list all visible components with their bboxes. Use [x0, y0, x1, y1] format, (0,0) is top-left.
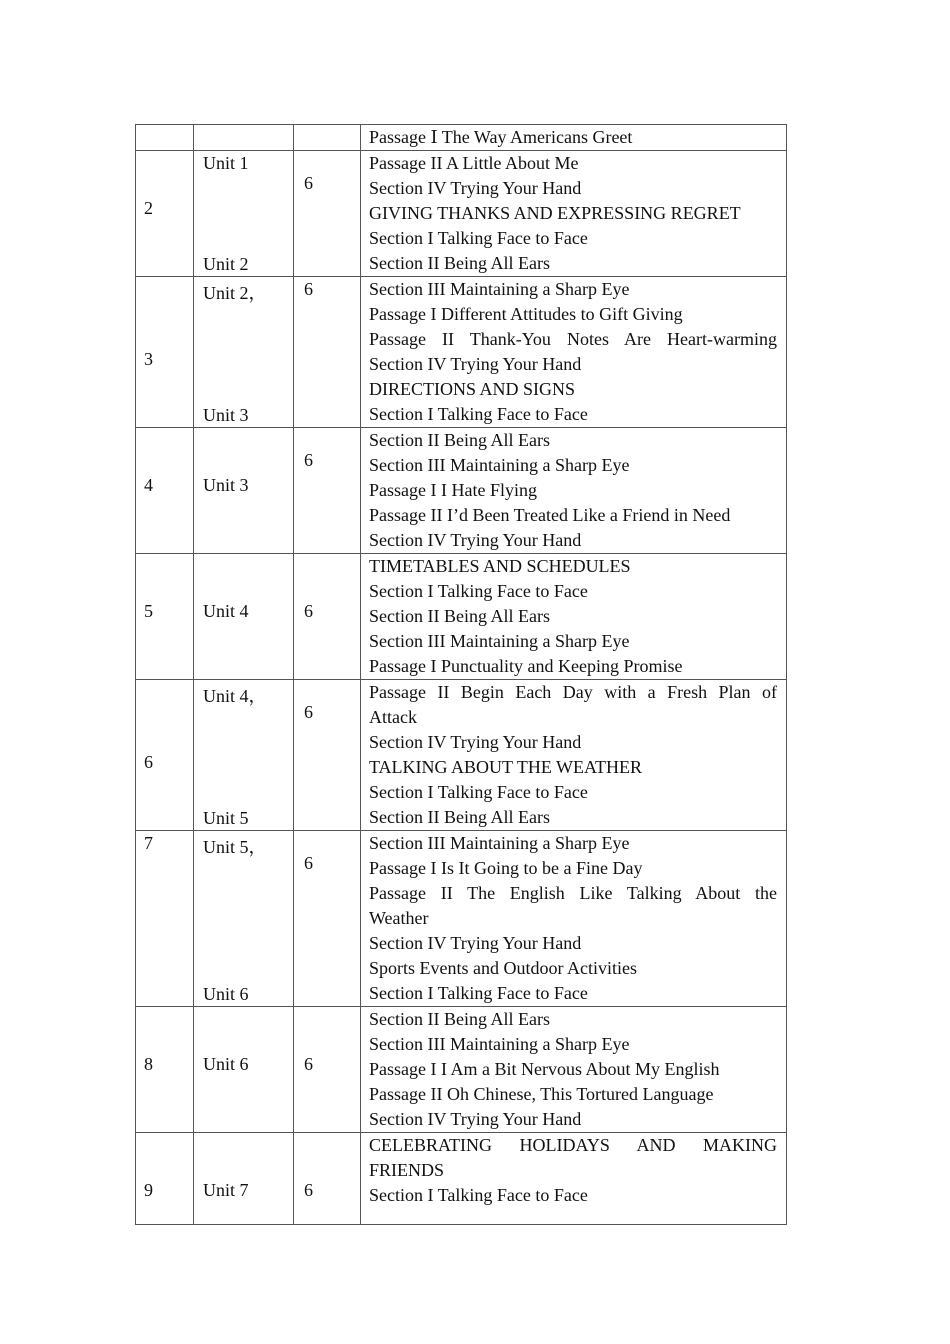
- unit-label: Unit 3: [203, 475, 249, 495]
- content-line: Section IV Trying Your Hand: [369, 178, 582, 198]
- hours-cell: [294, 831, 361, 1007]
- hours-value: 6: [304, 1180, 313, 1200]
- content-line: Section I Talking Face to Face: [369, 782, 588, 802]
- unit-cell: [194, 151, 294, 277]
- content-cell: [361, 125, 787, 151]
- content-line: Section IV Trying Your Hand: [369, 732, 582, 752]
- hours-value: 6: [304, 279, 313, 299]
- hours-cell: [294, 1133, 361, 1225]
- content-line: Passage I I Hate Flying: [369, 480, 537, 500]
- table-row: [136, 428, 787, 554]
- content-line: CELEBRATING HOLIDAYS AND MAKING: [369, 1135, 777, 1155]
- table-row: [136, 151, 787, 277]
- content-line: Section I Talking Face to Face: [369, 404, 588, 424]
- week-number: 7: [144, 833, 153, 853]
- content-line: Section III Maintaining a Sharp Eye: [369, 631, 630, 651]
- week-cell: [136, 428, 194, 554]
- unit-cell: [194, 125, 294, 151]
- unit-label: Unit 6: [203, 1054, 249, 1074]
- week-cell: [136, 831, 194, 1007]
- unit-cell: [194, 428, 294, 554]
- hours-cell: [294, 277, 361, 428]
- content-line: Section III Maintaining a Sharp Eye: [369, 455, 630, 475]
- content-line: Section I Talking Face to Face: [369, 983, 588, 1003]
- content-line: Passage II I’d Been Treated Like a Friend in Need: [369, 505, 731, 525]
- unit-cell: [194, 1007, 294, 1133]
- unit-cell: [194, 1133, 294, 1225]
- unit-cell: [194, 680, 294, 831]
- content-line: Section IV Trying Your Hand: [369, 354, 582, 374]
- content-line: Passage I I Am a Bit Nervous About My English: [369, 1059, 720, 1079]
- content-line: Section III Maintaining a Sharp Eye: [369, 833, 630, 853]
- content-line: Section II Being All Ears: [369, 430, 550, 450]
- unit-label-end: Unit 6: [203, 984, 249, 1004]
- content-line: FRIENDS: [369, 1160, 445, 1180]
- schedule-table: [135, 124, 787, 1225]
- content-cell: [361, 428, 787, 554]
- unit-label-start: Unit 2，: [203, 283, 267, 303]
- content-line: Section II Being All Ears: [369, 606, 550, 626]
- content-line: Section III Maintaining a Sharp Eye: [369, 279, 630, 299]
- content-line: Section II Being All Ears: [369, 253, 550, 273]
- week-cell: [136, 1007, 194, 1133]
- unit-label-start: Unit 1: [203, 153, 249, 173]
- content-cell: [361, 554, 787, 680]
- content-cell: [361, 277, 787, 428]
- week-cell: [136, 554, 194, 680]
- content-cell: [361, 1133, 787, 1225]
- unit-label-end: Unit 5: [203, 808, 249, 828]
- table-row: [136, 831, 787, 1007]
- table-row: [136, 554, 787, 680]
- content-line: Section IV Trying Your Hand: [369, 933, 582, 953]
- table-row: [136, 125, 787, 151]
- unit-label-start: Unit 4，: [203, 686, 267, 706]
- hours-value: 6: [304, 1054, 313, 1074]
- content-line: Passage II A Little About Me: [369, 153, 579, 173]
- unit-label: Unit 4: [203, 601, 249, 621]
- content-line: Passage II Thank-You Notes Are Heart-warming: [369, 329, 777, 349]
- content-line: DIRECTIONS AND SIGNS: [369, 379, 576, 399]
- content-line: Section I Talking Face to Face: [369, 228, 588, 248]
- content-line: TIMETABLES AND SCHEDULES: [369, 556, 631, 576]
- content-cell: [361, 151, 787, 277]
- content-cell: [361, 680, 787, 831]
- content-line: Passage II The English Like Talking About the: [369, 883, 777, 903]
- unit-cell: [194, 277, 294, 428]
- week-number: 9: [144, 1180, 153, 1200]
- content-line: GIVING THANKS AND EXPRESSING REGRET: [369, 203, 741, 223]
- hours-cell: [294, 428, 361, 554]
- content-cell: [361, 831, 787, 1007]
- content-line: Passage Ⅰ The Way Americans Greet: [369, 127, 633, 147]
- hours-value: 6: [304, 450, 313, 470]
- week-number: 3: [144, 349, 153, 369]
- hours-cell: [294, 125, 361, 151]
- content-line: Section I Talking Face to Face: [369, 581, 588, 601]
- week-number: 5: [144, 601, 153, 621]
- content-line: Section II Being All Ears: [369, 1009, 550, 1029]
- unit-label: Unit 7: [203, 1180, 249, 1200]
- unit-cell: [194, 831, 294, 1007]
- hours-cell: [294, 554, 361, 680]
- unit-cell: [194, 554, 294, 680]
- hours-value: 6: [304, 173, 313, 193]
- table-row: [136, 680, 787, 831]
- week-cell: [136, 277, 194, 428]
- content-line: Section IV Trying Your Hand: [369, 530, 582, 550]
- unit-label-end: Unit 2: [203, 254, 249, 274]
- content-line: Passage II Begin Each Day with a Fresh Plan of: [369, 682, 777, 702]
- content-line: Passage I Different Attitudes to Gift Giving: [369, 304, 683, 324]
- content-line: Section I Talking Face to Face: [369, 1185, 588, 1205]
- content-line: Attack: [369, 707, 417, 727]
- week-number: 6: [144, 752, 153, 772]
- hours-value: 6: [304, 601, 313, 621]
- hours-cell: [294, 151, 361, 277]
- table-row: [136, 1007, 787, 1133]
- week-cell: [136, 125, 194, 151]
- content-line: Passage I Is It Going to be a Fine Day: [369, 858, 643, 878]
- hours-value: 6: [304, 702, 313, 722]
- content-line: Section III Maintaining a Sharp Eye: [369, 1034, 630, 1054]
- unit-label-start: Unit 5，: [203, 837, 267, 857]
- table-row: [136, 277, 787, 428]
- week-cell: [136, 1133, 194, 1225]
- hours-cell: [294, 680, 361, 831]
- content-line: Sports Events and Outdoor Activities: [369, 958, 637, 978]
- week-number: 4: [144, 475, 153, 495]
- table-row: [136, 1133, 787, 1225]
- content-line: TALKING ABOUT THE WEATHER: [369, 757, 643, 777]
- content-line: Section IV Trying Your Hand: [369, 1109, 582, 1129]
- unit-label-end: Unit 3: [203, 405, 249, 425]
- week-number: 2: [144, 198, 153, 218]
- hours-cell: [294, 1007, 361, 1133]
- content-line: Passage II Oh Chinese, This Tortured Language: [369, 1084, 714, 1104]
- content-cell: [361, 1007, 787, 1133]
- week-number: 8: [144, 1054, 153, 1074]
- week-cell: [136, 151, 194, 277]
- content-line: Section II Being All Ears: [369, 807, 550, 827]
- hours-value: 6: [304, 853, 313, 873]
- content-line: Passage I Punctuality and Keeping Promise: [369, 656, 683, 676]
- content-line: Weather: [369, 908, 429, 928]
- week-cell: [136, 680, 194, 831]
